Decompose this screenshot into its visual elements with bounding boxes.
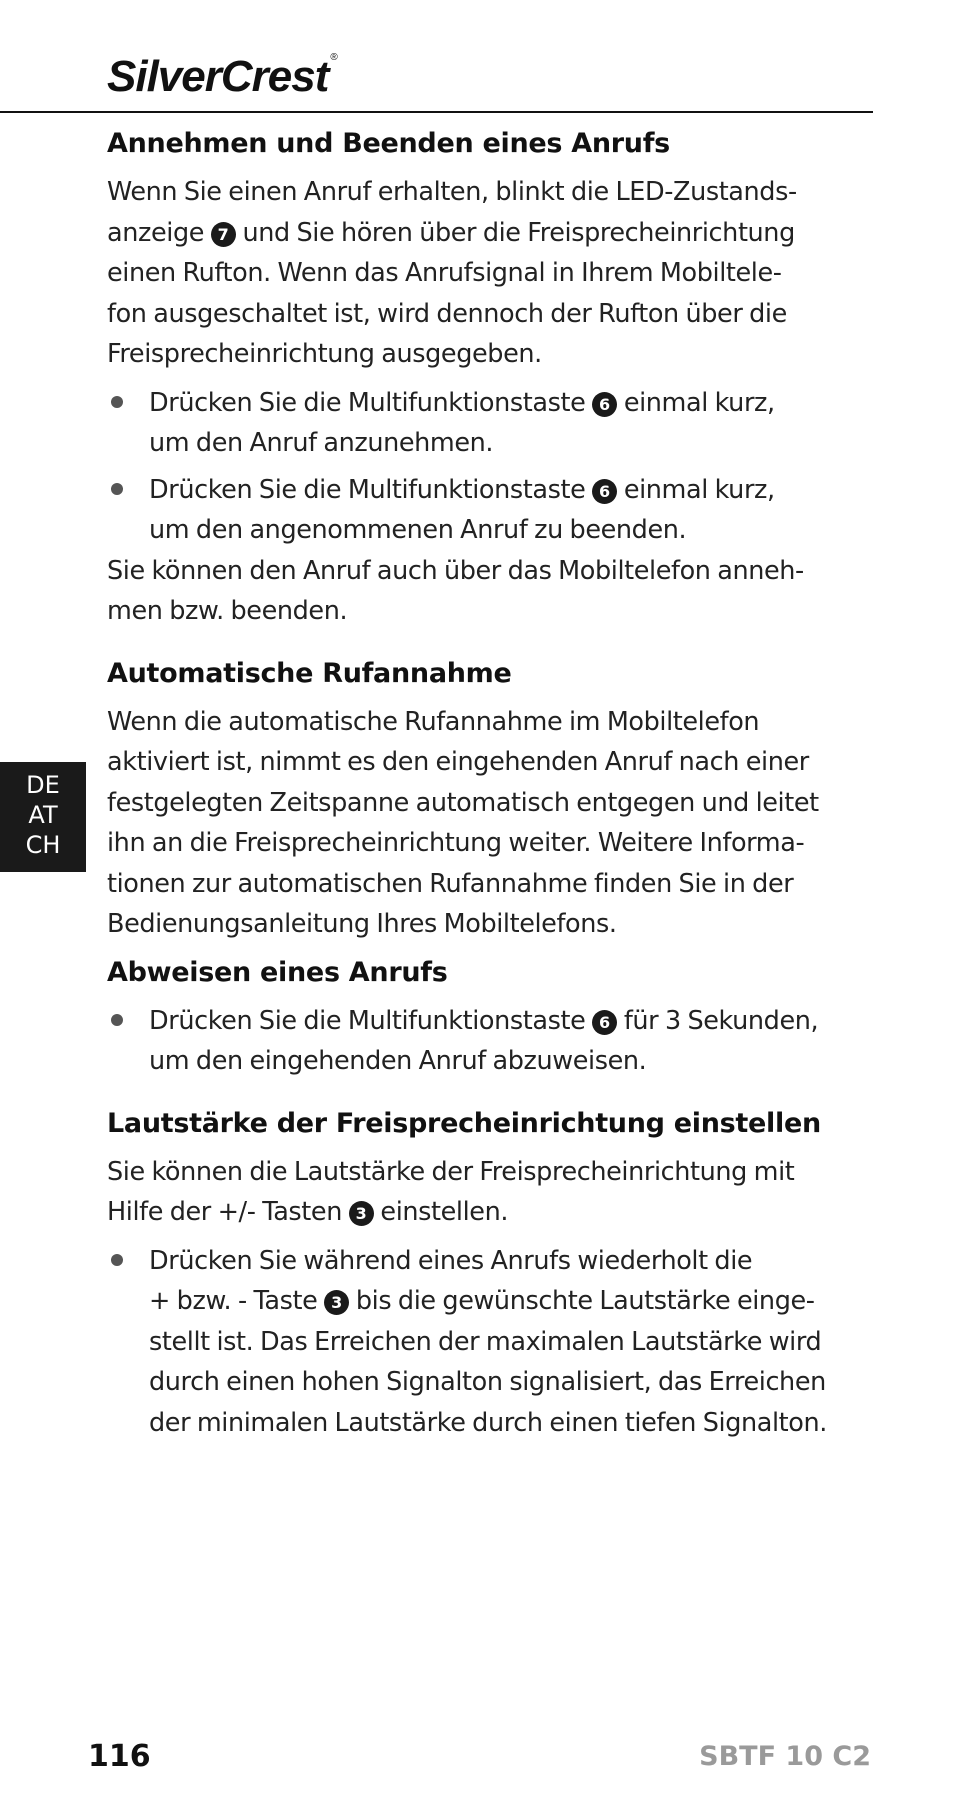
reject-steps <box>107 1001 862 1082</box>
language-tab <box>0 762 86 872</box>
list-item: Drücken Sie während eines Anrufs wiederholt die + bzw. - Taste 3 bis die gewünschte Lautstärke einge- stellt ist. Das Erreichen der maximalen Lautstärke wird durch einen hohen Signalton signalisiert, das Erreichen der minimalen Lautstärke durch einen tiefen Signalton. <box>107 1241 862 1444</box>
list-item: Drücken Sie die Multifunktionstaste 6 einmal kurz, um den angenommenen Anruf zu beenden. <box>107 470 862 551</box>
list-item: Drücken Sie die Multifunktionstaste 6 für 3 Sekunden, um den eingehenden Anruf abzuweisen. <box>107 1001 862 1082</box>
model-number: SBTF 10 C2 <box>699 1741 871 1772</box>
heading-reject-call: Abweisen eines Anrufs <box>107 956 448 988</box>
answer-steps <box>107 383 862 551</box>
header-rule <box>0 111 873 113</box>
lang-de: DE <box>26 771 60 799</box>
ref-badge-6: 6 <box>592 392 617 417</box>
brand-logo-text: SilverCrest <box>107 52 329 101</box>
lang-at: AT <box>28 801 58 829</box>
page-number: 116 <box>88 1739 151 1774</box>
ref-badge-6: 6 <box>592 479 617 504</box>
brand-logo <box>107 52 337 102</box>
page-content <box>107 124 862 1443</box>
registered-mark: ® <box>330 52 337 63</box>
heading-volume: Lautstärke der Freisprecheinrichtung einstellen <box>107 1107 821 1139</box>
ref-badge-3: 3 <box>324 1290 349 1315</box>
bullet-dot <box>111 483 123 495</box>
auto-paragraph: Wenn die automatische Rufannahme im Mobiltelefon aktiviert ist, nimmt es den eingehenden Anruf nach einer festgelegten Zeitspanne automatisch entgegen und leitet ihn an die Freisprecheinrichtung weiter. Weitere Informa- tionen zur automatischen Rufannahme finden Sie in der Bedienungsanleitung Ihres Mobiltelefons. <box>107 706 819 939</box>
answer-closing: Sie können den Anruf auch über das Mobiltelefon anneh- men bzw. beenden. <box>107 555 804 626</box>
bullet-dot <box>111 396 123 408</box>
volume-paragraph: Sie können die Lautstärke der Freisprecheinrichtung mit Hilfe der +/- Tasten 3 einstellen. <box>107 1156 795 1227</box>
list-item: Drücken Sie die Multifunktionstaste 6 einmal kurz, um den Anruf anzunehmen. <box>107 383 862 464</box>
ref-badge-3: 3 <box>349 1201 374 1226</box>
ref-badge-6: 6 <box>592 1010 617 1035</box>
bullet-dot <box>111 1254 123 1266</box>
lang-ch: CH <box>25 831 61 859</box>
heading-auto-answer: Automatische Rufannahme <box>107 657 512 689</box>
bullet-dot <box>111 1014 123 1026</box>
heading-answer-call: Annehmen und Beenden eines Anrufs <box>107 128 670 159</box>
answer-paragraph: Wenn Sie einen Anruf erhalten, blinkt die LED-Zustands- anzeige 7 und Sie hören über die Freisprecheinrichtung einen Rufton. Wenn das Anrufsignal in Ihrem Mobiltele- fon ausgeschaltet ist, wird dennoch der Rufton über die Freisprecheinrichtung ausgegeben. <box>107 177 797 369</box>
ref-badge-7: 7 <box>211 222 236 247</box>
volume-steps <box>107 1241 862 1444</box>
